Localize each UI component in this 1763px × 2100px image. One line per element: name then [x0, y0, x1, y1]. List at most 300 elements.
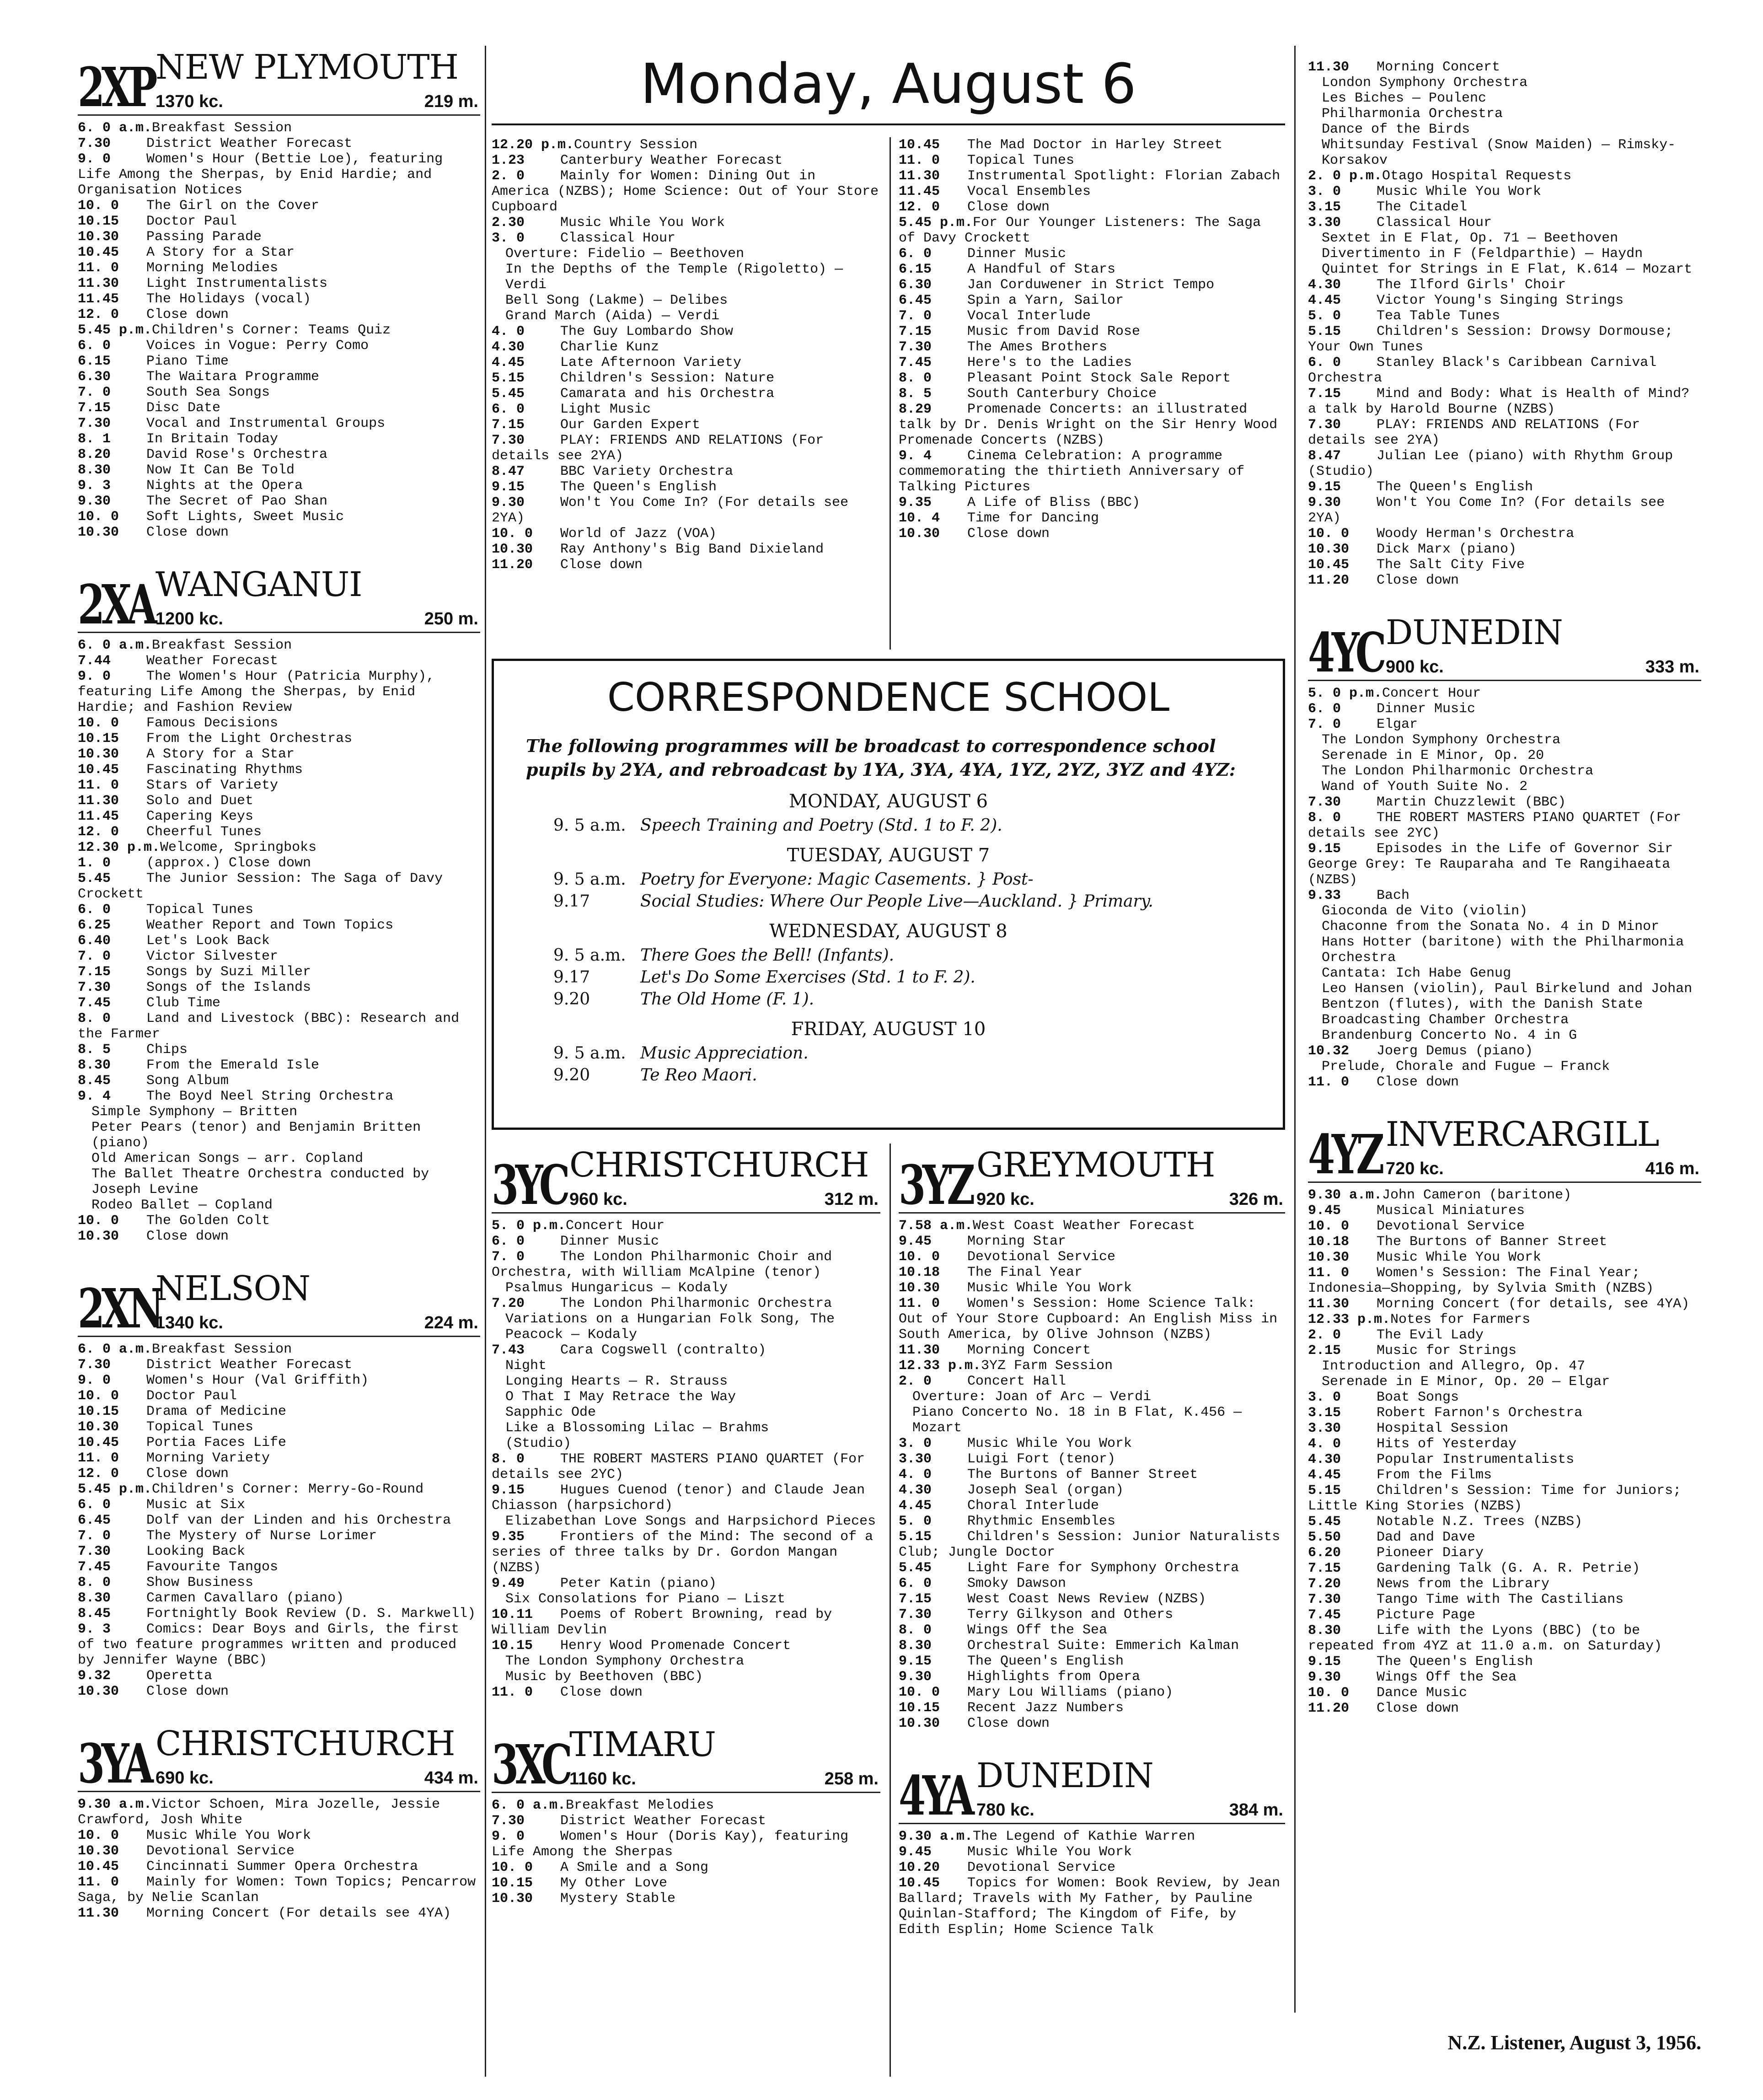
programme-time: 6.25	[78, 918, 111, 933]
programme-item	[78, 793, 480, 809]
programme-title: Topical Tunes	[146, 902, 254, 918]
programme-title: John Cameron (baritone)	[1382, 1187, 1572, 1203]
programme-time: 5.15	[899, 1529, 932, 1545]
programme-item	[899, 199, 1285, 215]
programme-item	[1308, 122, 1701, 137]
programme-item	[78, 385, 480, 400]
programme-time: 9.15	[492, 479, 525, 495]
programme-title: Music While You Work	[146, 1828, 311, 1843]
programme-title: The Queen's English	[560, 479, 717, 495]
programme-item	[899, 1654, 1285, 1669]
programme-detail: Introduction and Allegro, Op. 47	[1322, 1359, 1586, 1374]
programme-time: 7.45	[78, 995, 111, 1011]
programme-title: THE ROBERT MASTERS PIANO QUARTET (For details see 2YC)	[1308, 810, 1690, 841]
correspondence-item	[553, 1042, 1251, 1064]
column-rule	[485, 46, 486, 2077]
programme-time: 7.45	[899, 355, 932, 371]
programme-title: Mainly for Women: Town Topics; Pencarrow Saga, by Nelie Scanlan	[78, 1874, 484, 1906]
programme-title: Vocal Interlude	[967, 308, 1091, 324]
programme-time: 7. 0	[78, 1528, 111, 1544]
programme-item	[492, 1891, 880, 1907]
programme-title: Music While You Work	[1377, 1250, 1542, 1265]
programme-title: The Boyd Neel String Orchestra	[146, 1089, 394, 1104]
programme-title: Women's Hour (Val Griffith)	[146, 1373, 369, 1388]
programme-item	[78, 995, 480, 1011]
programme-time: 11.30	[78, 276, 119, 291]
correspondence-time: 9.20	[553, 1066, 590, 1085]
programme-title: The Legend of Kathie Warren	[973, 1829, 1195, 1844]
programme-title: Land and Livestock (BBC): Research and the Farmer	[78, 1011, 468, 1042]
programme-item	[1308, 763, 1701, 779]
programme-item	[1308, 1327, 1701, 1343]
programme-detail: Cantata: Ich Habe Genug	[1322, 966, 1511, 981]
programme-item	[78, 198, 480, 214]
programme-time: 11.30	[78, 793, 119, 809]
programme-title: District Weather Forecast	[560, 1813, 766, 1829]
programme-time: 8. 0	[78, 1011, 111, 1026]
correspondence-day: TUESDAY, AUGUST 7	[787, 845, 990, 866]
programme-item	[899, 386, 1285, 402]
programme-title: Music While You Work	[967, 1844, 1132, 1860]
programme-item	[1308, 324, 1701, 355]
programme-title: Children's Session: Junior Naturalists Club; Jungle Doctor	[899, 1529, 1289, 1560]
programme-time: 3.15	[1308, 1405, 1341, 1421]
programme-title: Children's Session: Drowsy Dormouse; Your Own Tunes	[1308, 324, 1682, 355]
programme-list	[492, 137, 887, 573]
programme-title: For Our Younger Listeners: The Saga of Davy Crockett	[899, 215, 1270, 246]
programme-detail: London Symphony Orchestra	[1322, 75, 1528, 91]
programme-title: Concert Hour	[566, 1218, 665, 1234]
programme-time: 3.15	[1308, 199, 1341, 215]
programme-time: 10. 0	[78, 1388, 119, 1404]
programme-item	[899, 246, 1285, 262]
programme-title: Stanley Black's Caribbean Carnival Orchestra	[1308, 355, 1665, 386]
programme-detail: Music by Beethoven (BBC)	[505, 1669, 703, 1685]
programme-title: Close down	[967, 199, 1050, 215]
programme-time: 7.45	[78, 1559, 111, 1575]
programme-title: District Weather Forecast	[146, 1357, 353, 1373]
programme-time: 11. 0	[78, 778, 119, 793]
programme-time: 10. 0	[1308, 1685, 1350, 1701]
programme-detail: Rodeo Ballet — Copland	[91, 1198, 273, 1213]
correspondence-intro: The following programmes will be broadcast to correspondence school pupils by 2YA, and rebroadcast by 1YA, 3YA, 4YA, 1YZ, 2YZ, 3YZ and 4YZ:	[526, 736, 1236, 780]
programme-item	[78, 1684, 480, 1699]
programme-title: Weather Forecast	[146, 653, 279, 669]
programme-item	[78, 245, 480, 260]
station-call-sign: 4YA	[899, 1764, 971, 1827]
programme-time: 6.40	[78, 933, 111, 949]
programme-title: Topical Tunes	[967, 153, 1075, 168]
programme-title: The Salt City Five	[1377, 557, 1525, 573]
programme-time: 11.45	[899, 184, 940, 199]
programme-list	[492, 1218, 880, 1700]
programme-item	[78, 918, 480, 933]
programme-item	[492, 1296, 880, 1311]
programme-time: 10. 0	[492, 1860, 533, 1875]
programme-title: Episodes in the Life of Governor Sir George Grey: Te Rauparaha and Te Rangihaeata (NZBS)	[1308, 841, 1682, 888]
programme-title: Weather Report and Town Topics	[146, 918, 394, 933]
programme-item	[899, 184, 1285, 199]
column-rule	[890, 137, 891, 650]
station-name: TIMARU	[569, 1725, 716, 1764]
programme-time: 10. 0	[899, 1685, 940, 1700]
programme-item	[1308, 1296, 1701, 1312]
programme-title: Woody Herman's Orchestra	[1377, 526, 1575, 542]
correspondence-lesson: Social Studies: Where Our People Live—Auckland. } Primary.	[640, 892, 1153, 911]
programme-time: 8.45	[78, 1073, 111, 1089]
programme-title: Solo and Duet	[146, 793, 254, 809]
programme-title: Spin a Yarn, Sailor	[967, 293, 1124, 308]
programme-title: Dolf van der Linden and his Orchestra	[146, 1513, 451, 1528]
programme-title: David Rose's Orchestra	[146, 447, 328, 462]
programme-title: Stars of Variety	[146, 778, 279, 793]
programme-item	[78, 291, 480, 307]
programme-title: Close down	[146, 1684, 229, 1699]
programme-time: 9.35	[899, 495, 932, 510]
programme-item	[899, 293, 1285, 308]
column-center-right-top	[899, 137, 1285, 650]
programme-title: The Queen's English	[967, 1654, 1124, 1669]
programme-item	[492, 1514, 880, 1529]
programme-item	[899, 1685, 1285, 1700]
programme-title: Canterbury Weather Forecast	[560, 153, 783, 168]
programme-item	[1308, 1561, 1701, 1576]
programme-title: Comics: Dear Boys and Girls, the first of two feature programmes written and produced by Jennifer Wayne (BBC)	[78, 1622, 468, 1668]
programme-detail: The London Symphony Orchestra	[505, 1654, 745, 1669]
station-wavelength: 434 m.	[424, 1768, 478, 1788]
programme-title: Carmen Cavallaro (piano)	[146, 1590, 344, 1606]
station-frequency: 920 kc.	[976, 1190, 1034, 1209]
station-wavelength: 312 m.	[824, 1190, 879, 1209]
station-4yc	[1308, 611, 1701, 1090]
programme-item	[899, 1296, 1285, 1343]
correspondence-lesson: Te Reo Maori.	[640, 1066, 757, 1085]
programme-item	[899, 1358, 1285, 1374]
station-header	[1308, 611, 1701, 684]
programme-time: 9. 0	[78, 1373, 111, 1388]
station-name: DUNEDIN	[976, 1756, 1153, 1795]
station-wavelength: 250 m.	[424, 609, 478, 628]
programme-item	[1308, 1530, 1701, 1545]
programme-item	[1308, 1545, 1701, 1561]
programme-detail: The London Philharmonic Orchestra	[1322, 763, 1594, 779]
programme-title: Camarata and his Orchestra	[560, 386, 775, 402]
station-continued-4ya	[1308, 59, 1701, 588]
programme-item	[492, 1451, 880, 1482]
programme-title: The Secret of Pao Shan	[146, 494, 328, 509]
programme-time: 10.18	[1308, 1234, 1350, 1250]
programme-title: Light Fare for Symphony Orchestra	[967, 1560, 1239, 1576]
correspondence-title: CORRESPONDENCE SCHOOL	[607, 675, 1170, 720]
programme-item	[1308, 1234, 1701, 1250]
programme-item	[492, 495, 880, 526]
programme-item	[1308, 75, 1701, 91]
programme-item	[899, 1514, 1285, 1529]
programme-title: Dance Music	[1377, 1685, 1468, 1701]
station-continued-2ya	[492, 137, 887, 573]
programme-item	[492, 464, 880, 479]
programme-item	[78, 525, 480, 540]
station-name: CHRISTCHURCH	[155, 1724, 455, 1763]
programme-title: The Burtons of Banner Street	[967, 1467, 1198, 1482]
programme-title: Songs of the Islands	[146, 980, 311, 995]
station-header	[78, 46, 480, 119]
programme-time: 7.30	[78, 980, 111, 995]
programme-title: The Holidays (vocal)	[146, 291, 311, 307]
programme-time: 7.30	[899, 1607, 932, 1622]
programme-item	[1308, 841, 1701, 888]
programme-item	[78, 447, 480, 462]
programme-item	[492, 1280, 880, 1296]
programme-title: Highlights from Opera	[967, 1669, 1141, 1685]
programme-title: Choral Interlude	[967, 1498, 1099, 1514]
programme-title: Martin Chuzzlewit (BBC)	[1377, 795, 1566, 810]
programme-time: 6. 0	[1308, 701, 1341, 717]
programme-time: 4. 0	[1308, 1436, 1341, 1452]
station-wavelength: 416 m.	[1645, 1159, 1699, 1178]
programme-time: 7.43	[492, 1343, 525, 1358]
programme-detail: Leo Hansen (violin), Paul Birkelund and Johan Bentzon (flutes), with the Danish State Broadcasting Chamber Orchestra	[1322, 981, 1701, 1028]
programme-title: Victor Silvester	[146, 949, 279, 964]
programme-time: 10.30	[899, 1716, 940, 1731]
programme-title: Children's Session: Time for Juniors; Little King Stories (NZBS)	[1308, 1483, 1690, 1514]
programme-item	[1308, 526, 1701, 542]
programme-time: 7.30	[78, 416, 111, 431]
programme-item	[1308, 1390, 1701, 1405]
programme-item	[78, 902, 480, 918]
programme-item	[78, 1042, 480, 1058]
programme-item	[1308, 1343, 1701, 1359]
programme-time: 9. 4	[899, 448, 932, 464]
programme-item	[492, 137, 880, 153]
programme-detail: Divertimento in F (Feldparthie) — Haydn	[1322, 246, 1643, 262]
programme-title: South Sea Songs	[146, 385, 270, 400]
programme-time: 6. 0	[1308, 355, 1341, 371]
programme-time: 11.20	[1308, 1701, 1350, 1716]
station-call-sign: 3XC	[492, 1733, 569, 1796]
programme-time: 8. 1	[78, 431, 111, 447]
programme-time: 12.33 p.m.	[899, 1358, 981, 1374]
programme-time: 7.30	[492, 433, 525, 448]
programme-time: 6. 0	[492, 402, 525, 417]
programme-item	[1308, 1374, 1701, 1390]
programme-item	[1308, 448, 1701, 479]
programme-item	[1308, 1623, 1701, 1654]
programme-time: 10.30	[492, 1891, 533, 1907]
programme-time: 4.30	[492, 339, 525, 355]
programme-item	[1308, 1452, 1701, 1467]
programme-time: 10. 0	[1308, 526, 1350, 542]
station-frequency: 960 kc.	[569, 1190, 627, 1209]
programme-time: 1. 0	[78, 855, 111, 871]
programme-item	[1308, 966, 1701, 981]
correspondence-item	[553, 988, 1251, 1010]
programme-item	[78, 322, 480, 338]
programme-title: Pioneer Diary	[1377, 1545, 1484, 1561]
programme-title: Music While You Work	[967, 1280, 1132, 1296]
programme-time: 9.15	[1308, 479, 1341, 495]
programme-item	[899, 153, 1285, 168]
station-name: NEW PLYMOUTH	[155, 48, 459, 87]
programme-title: Dinner Music	[1377, 701, 1476, 717]
programme-item	[492, 153, 880, 168]
programme-time: 9.45	[1308, 1203, 1341, 1219]
programme-item	[899, 1467, 1285, 1482]
programme-list	[1308, 686, 1701, 1090]
programme-time: 10. 0	[492, 526, 533, 542]
programme-item	[1308, 1421, 1701, 1436]
programme-title: Poems of Robert Browning, read by William Devlin	[492, 1607, 841, 1638]
programme-item	[1308, 1670, 1701, 1685]
programme-time: 5.45	[1308, 1514, 1341, 1530]
programme-title: Soft Lights, Sweet Music	[146, 509, 344, 525]
programme-time: 11. 0	[899, 1296, 940, 1311]
programme-item	[899, 1265, 1285, 1280]
programme-time: 7.15	[78, 400, 111, 416]
station-name: WANGANUI	[155, 565, 362, 604]
programme-item	[78, 1668, 480, 1684]
programme-time: 2.15	[1308, 1343, 1341, 1359]
programme-title: Nights at the Opera	[146, 478, 303, 494]
programme-item	[899, 1343, 1285, 1358]
station-call-sign: 2XP	[78, 55, 155, 119]
programme-item	[899, 308, 1285, 324]
programme-time: 11.30	[78, 1906, 119, 1921]
programme-item	[492, 526, 880, 542]
programme-item	[1308, 277, 1701, 293]
programme-title: Morning Variety	[146, 1450, 270, 1466]
programme-title: Music While You Work	[560, 215, 725, 231]
programme-time: 6. 0	[78, 1497, 111, 1513]
programme-title: Famous Decisions	[146, 715, 279, 731]
programme-time: 8.47	[492, 464, 525, 479]
programme-item	[899, 1716, 1285, 1731]
programme-title: BBC Variety Orchestra	[560, 464, 734, 479]
programme-item	[78, 669, 480, 715]
programme-detail: Brandenburg Concerto No. 4 in G	[1322, 1028, 1577, 1043]
programme-item	[1308, 1203, 1701, 1219]
programme-time: 10.30	[492, 542, 533, 557]
programme-time: 11. 0	[1308, 1074, 1350, 1090]
programme-item	[78, 964, 480, 980]
programme-item	[492, 339, 880, 355]
programme-time: 7.30	[78, 1544, 111, 1559]
programme-detail: Psalmus Hungaricus — Kodaly	[505, 1280, 728, 1296]
programme-item	[1308, 795, 1701, 810]
programme-detail: O That I May Retrace the Way	[505, 1389, 736, 1405]
programme-time: 5.45 p.m.	[78, 322, 152, 338]
programme-title: Doctor Paul	[146, 214, 237, 229]
programme-item	[1308, 59, 1701, 75]
programme-time: 9. 3	[78, 478, 111, 494]
correspondence-time: 9. 5 a.m.	[553, 1044, 626, 1063]
programme-time: 9.15	[899, 1654, 932, 1669]
station-wavelength: 333 m.	[1645, 657, 1699, 677]
programme-item	[899, 1844, 1285, 1860]
programme-time: 10.30	[78, 229, 119, 245]
programme-title: Cinema Celebration: A programme commemorating the thirtieth Anniversary of Talking Pictures	[899, 448, 1253, 495]
programme-item	[78, 824, 480, 840]
programme-item	[899, 1875, 1289, 1938]
programme-time: 2.30	[492, 215, 525, 231]
correspondence-time: 9.20	[553, 990, 590, 1009]
programme-item	[492, 1218, 880, 1234]
programme-time: 4.45	[899, 1498, 932, 1514]
programme-title: Wings Off the Sea	[967, 1622, 1108, 1638]
programme-item	[899, 324, 1285, 339]
programme-item	[78, 638, 480, 653]
station-frequency: 1340 kc.	[155, 1313, 223, 1332]
programme-time: 10. 0	[78, 509, 119, 525]
programme-time: 10.15	[78, 731, 119, 747]
programme-time: 3.30	[1308, 1421, 1341, 1436]
programme-item	[492, 1374, 880, 1389]
programme-item	[492, 1638, 880, 1654]
programme-time: 6. 0	[492, 1234, 525, 1249]
programme-title: Vocal Ensembles	[967, 184, 1091, 199]
programme-time: 8. 5	[78, 1042, 111, 1058]
programme-title: The Mad Doctor in Harley Street	[967, 137, 1223, 153]
station-name: GREYMOUTH	[976, 1145, 1215, 1185]
programme-item	[492, 557, 880, 573]
programme-item	[492, 386, 880, 402]
programme-item	[78, 1513, 480, 1528]
programme-item	[1308, 1043, 1701, 1059]
programme-item	[1308, 686, 1701, 701]
programme-time: 7.15	[1308, 1561, 1341, 1576]
programme-title: The Citadel	[1377, 199, 1468, 215]
programme-detail: Overture: Fidelio — Beethoven	[505, 246, 745, 262]
programme-time: 6.45	[899, 293, 932, 308]
programme-item	[492, 355, 880, 371]
programme-time: 7.20	[492, 1296, 525, 1311]
programme-time: 9.30 a.m.	[899, 1829, 973, 1844]
programme-item	[492, 1813, 880, 1829]
programme-time: 10. 0	[78, 1213, 119, 1229]
programme-item	[899, 1249, 1285, 1265]
programme-item	[1308, 479, 1701, 495]
programme-item	[1308, 1467, 1701, 1483]
programme-title: Our Garden Expert	[560, 417, 701, 433]
programme-time: 9.15	[492, 1482, 525, 1498]
programme-time: 12. 0	[899, 199, 940, 215]
programme-item	[1308, 1576, 1701, 1592]
column-rule	[1294, 46, 1296, 2013]
programme-title: Passing Parade	[146, 229, 262, 245]
programme-time: 10.45	[1308, 557, 1350, 573]
programme-time: 10.32	[1308, 1043, 1350, 1059]
programme-item	[492, 1529, 880, 1576]
programme-time: 4.30	[899, 1482, 932, 1498]
station-continued-2yz	[899, 137, 1285, 542]
programme-title: Vocal and Instrumental Groups	[146, 416, 386, 431]
programme-detail: Wand of Youth Suite No. 2	[1322, 779, 1528, 795]
programme-title: Devotional Service	[1377, 1219, 1525, 1234]
programme-item	[899, 262, 1285, 277]
programme-item	[1308, 542, 1701, 557]
programme-detail: Dance of the Birds	[1322, 122, 1470, 137]
programme-title: The Evil Lady	[1377, 1327, 1484, 1343]
programme-item	[1308, 1074, 1701, 1090]
programme-item	[492, 1875, 880, 1891]
programme-detail: Simple Symphony — Britten	[91, 1104, 298, 1120]
station-frequency: 1370 kc.	[155, 92, 223, 111]
programme-detail: (Studio)	[505, 1436, 572, 1451]
programme-item	[1308, 981, 1701, 1028]
programme-item	[1308, 293, 1701, 308]
programme-detail: Night	[505, 1358, 547, 1374]
programme-time: 7.58 a.m.	[899, 1218, 973, 1234]
